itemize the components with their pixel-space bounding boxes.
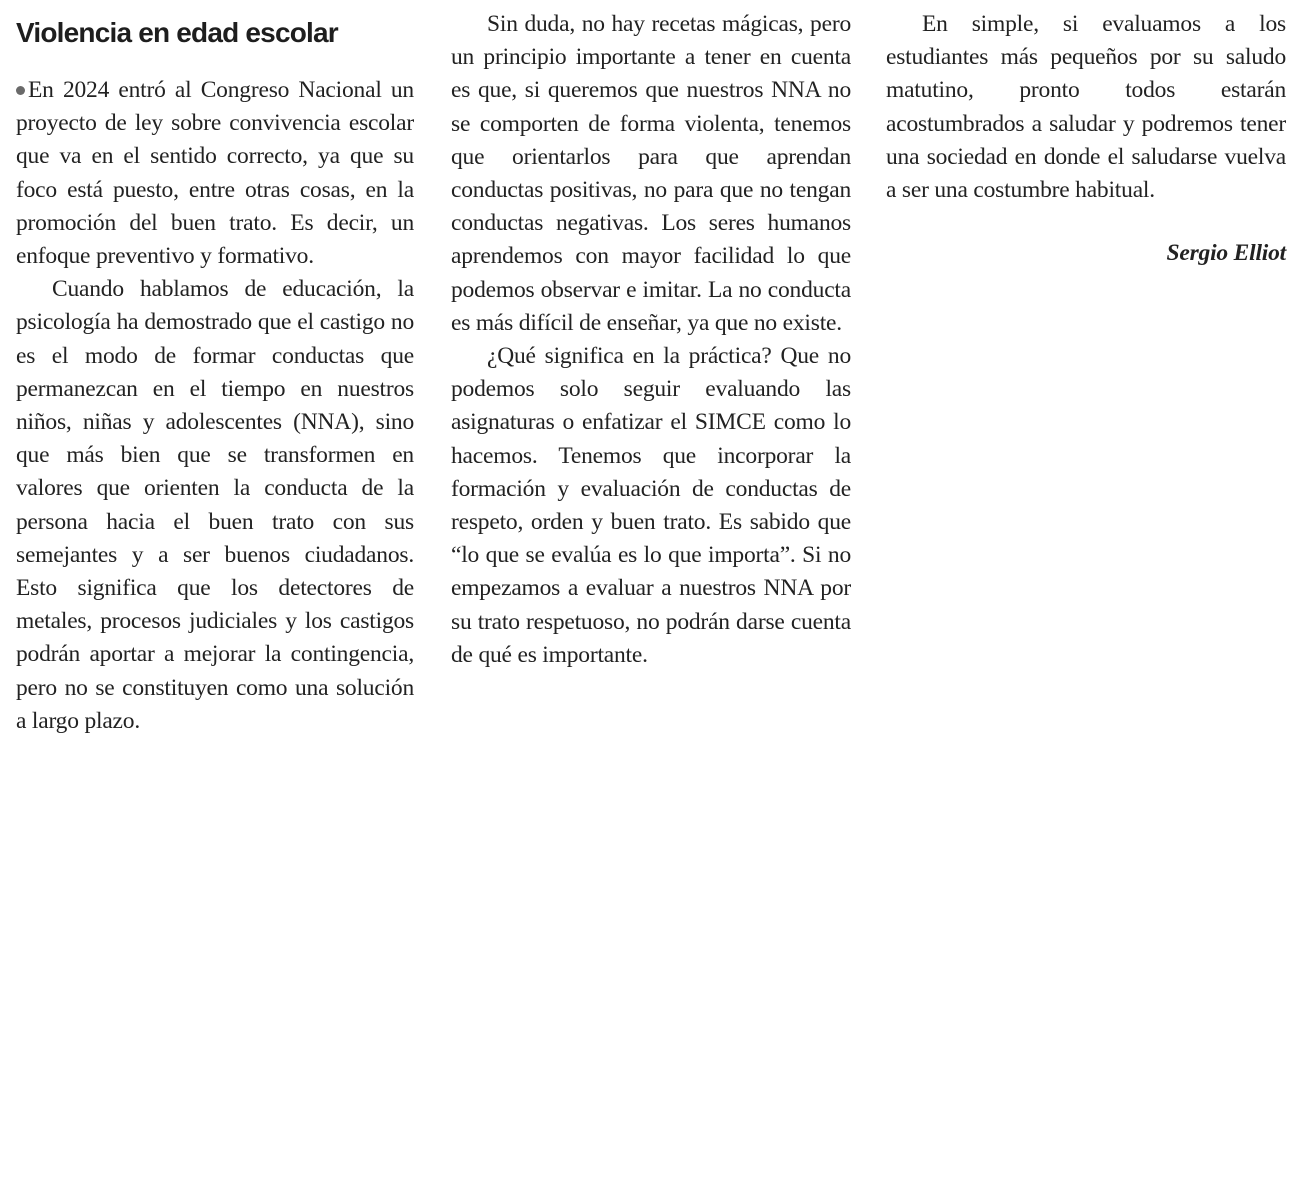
paragraph-1 — [16, 74, 414, 273]
paragraph-4: ¿Qué significa en la práctica? Que no podemos solo seguir evaluando las asignaturas o enfatizar el SIMCE como lo hacemos. Tenemos que incorporar la formación y evaluación de conductas de respeto, orden y buen trato. Es sabido que “lo que se evalúa es lo que importa”. Si no empezamos a evaluar a nuestros NNA por su trato respetuoso, no podrán darse cuenta de qué es importante. — [451, 343, 851, 668]
paragraph-2: Cuando hablamos de educación, la psicología ha demostrado que el castigo no es el modo de formar conductas que permanezcan en el tiempo en nuestros niños, niñas y adolescentes (NNA), sino que más bien que se transformen en valores que orienten la conducta de la persona hacia el buen trato con sus semejantes y a ser buenos ciudadanos. Esto significa que los detectores de metales, procesos judiciales y los castigos podrán aportar a mejorar la contingencia, pero no se constituyen como una solución a largo plazo. — [16, 276, 414, 734]
article-column-3 — [886, 8, 1286, 270]
paragraph-5: En simple, si evaluamos a los estudiantes más pequeños por su saludo matutino, pronto todos estarán acostumbrados a saludar y podremos tener una sociedad en donde el saludarse vuelva a ser una costumbre habitual. — [886, 11, 1286, 204]
article-headline: Violencia en edad escolar — [16, 17, 338, 48]
paragraph-1-text: En 2024 entró al Congreso Nacional un proyecto de ley sobre convivencia escolar que va en el sentido correcto, ya que su foco está puesto, entre otras cosas, en la promoción del buen trato. Es decir, un enfoque preventivo y formativo. — [16, 77, 414, 270]
article-column-2 — [451, 8, 851, 672]
bullet-icon — [16, 86, 25, 95]
paragraph-3: Sin duda, no hay recetas mágicas, pero un principio importante a tener en cuenta es que, si queremos que nuestros NNA no se comporten de forma violenta, tenemos que orientarlos para que aprendan conductas positivas, no para que no tengan conductas negativas. Los seres humanos aprendemos con mayor facilidad lo que podemos observar e imitar. La no conducta es más difícil de enseñar, ya que no existe. — [451, 11, 851, 336]
author-signature: Sergio Elliot — [1166, 240, 1286, 267]
article-column-1 — [16, 6, 414, 738]
